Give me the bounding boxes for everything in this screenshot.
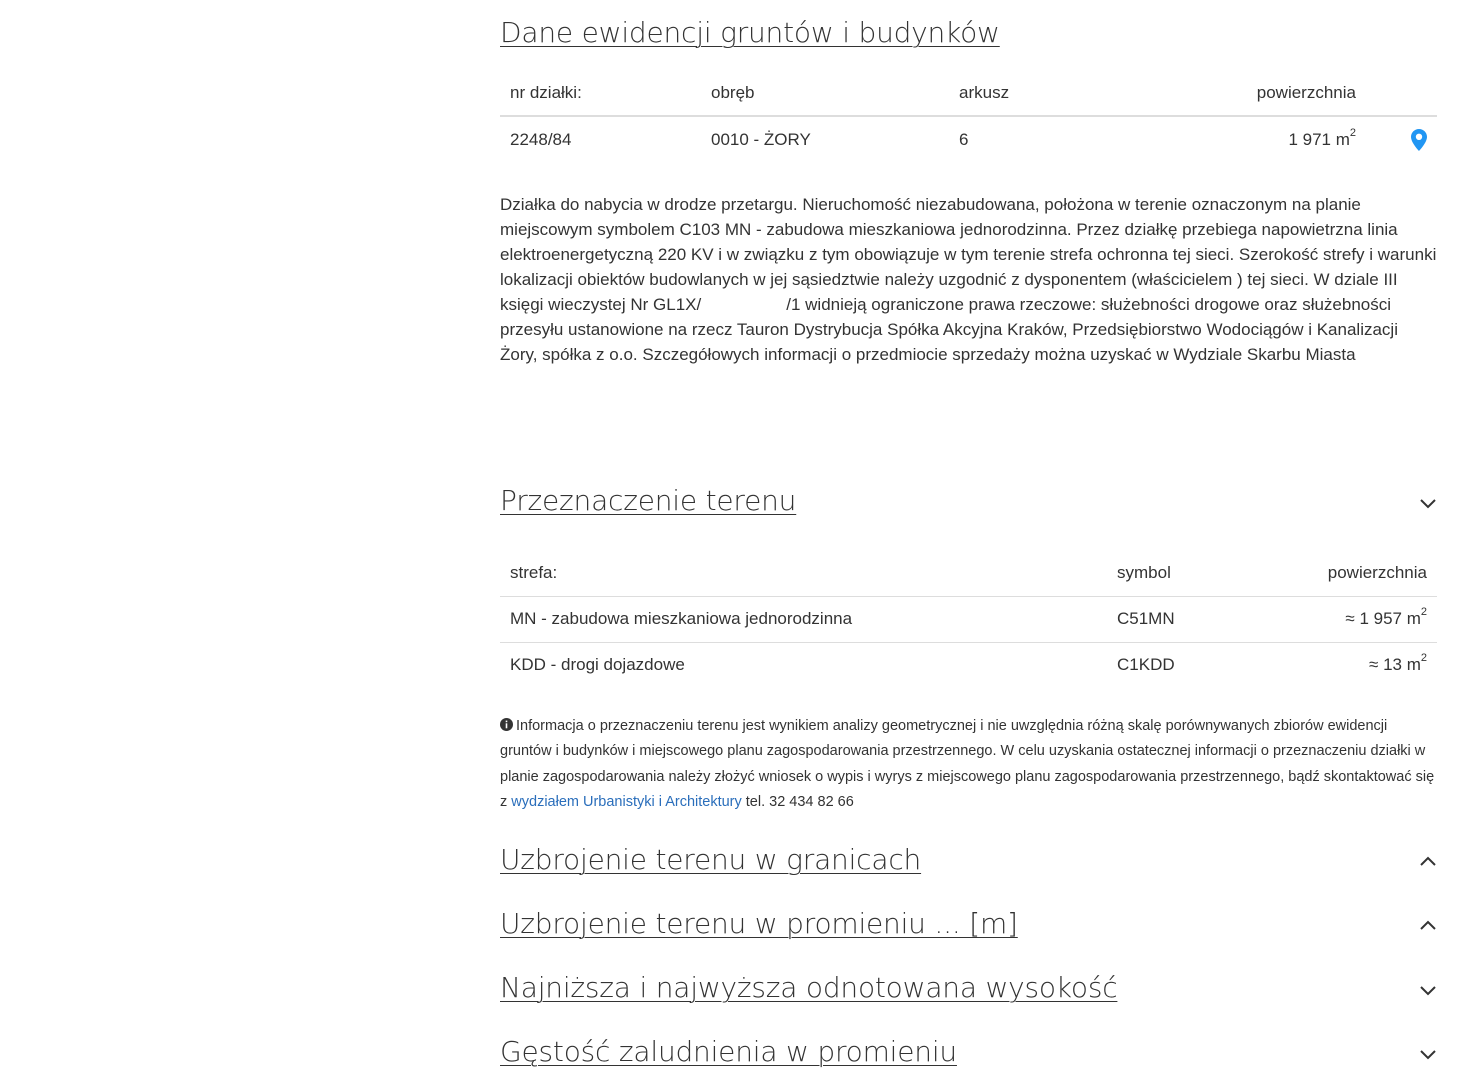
gestosc-header[interactable] — [500, 1035, 1437, 1080]
col-nr: nr działki: — [500, 70, 701, 116]
cell-strefa: MN - zabudowa mieszkaniowa jednorodzinna — [500, 596, 1107, 642]
przeznaczenie-title: Przeznaczenie terenu — [500, 484, 797, 517]
egib-header[interactable] — [500, 0, 1437, 70]
przeznaczenie-note — [500, 714, 1437, 815]
wysokosc-title: Najniższa i najwyższa odnotowana wysokość — [500, 971, 1118, 1004]
chevron-down-icon[interactable] — [1419, 1045, 1437, 1063]
note-text: Informacja o przeznaczeniu terenu jest wynikiem analizy geometrycznej i nie uwzględnia różną skalę porównywanych zbiorów ewidencji gruntów i budynków i miejscowego planu zagospodarowania przestrzennego. W celu uzyskania ostatecznej informacji o przeznaczeniu działki w planie zagospodarowania należy złożyć wniosek o wypis i wyrys z miejscowego planu zagospodarowania przestrzennego, bądź skontaktować się z — [500, 718, 1435, 810]
chevron-up-icon[interactable] — [1419, 853, 1437, 871]
cell-nr: 2248/84 — [510, 129, 572, 149]
uzbrojenie-granice-header[interactable] — [500, 843, 1437, 907]
przeznaczenie-section — [500, 484, 1437, 815]
egib-title: Dane ewidencji gruntów i budynków — [500, 16, 1000, 49]
area-value: ≈ 13 m — [1369, 655, 1421, 675]
wysokosc-header[interactable] — [500, 971, 1437, 1035]
col-arkusz: arkusz — [949, 70, 1149, 116]
col-symbol: symbol — [1107, 550, 1247, 596]
chevron-up-icon[interactable] — [1419, 917, 1437, 935]
egib-section — [500, 0, 1437, 367]
przeznaczenie-header[interactable] — [500, 484, 1437, 550]
col-strefa: strefa: — [500, 550, 1107, 596]
cell-obreb: 0010 - ŻORY — [711, 129, 811, 149]
table-row — [500, 642, 1437, 688]
cell-strefa: KDD - drogi dojazdowe — [510, 655, 685, 675]
egib-table — [500, 70, 1437, 162]
uzbrojenie-promien-header[interactable] — [500, 907, 1437, 971]
col-obreb: obręb — [701, 70, 949, 116]
przeznaczenie-table — [500, 550, 1437, 688]
cell-area — [1247, 642, 1437, 688]
chevron-down-icon[interactable] — [1419, 981, 1437, 999]
area-unit-sup: 2 — [1349, 126, 1356, 139]
area-unit-sup: 2 — [1420, 652, 1427, 665]
urbanistyka-link[interactable]: wydziałem Urbanistyki i Architektury — [511, 793, 742, 810]
cell-area — [1149, 116, 1366, 162]
map-marker-icon[interactable] — [1411, 129, 1427, 151]
cell-pin — [1366, 116, 1437, 162]
table-row — [500, 116, 1437, 162]
egib-description: Działka do nabycia w drodze przetargu. Nieruchomość niezabudowana, położona w terenie oznaczonym na planie miejscowym symbolem C103 MN - zabudowa mieszkaniowa jednorodzinna. Przez działkę przebiega napowietrzna linia elektroenergetyczną 220 KV i w związku z tym obowiązuje w tym terenie strefa ochronna tej sieci. Szerokość strefy i warunki lokalizacji obiektów budowlanych w jej sąsiedztwie należy uzgodnić z dysponentem (właścicielem ) tej sieci. W dziale III księgi wieczystej Nr GL1X/ /1 widnieją ograniczone prawa rzeczowe: służebności drogowe oraz służebności przesyłu ustanowione na rzecz Tauron Dystrybucja Spółka Akcyjna Kraków, Przedsiębiorstwo Wodociągów i Kanalizacji Żory, spółka z o.o. Szczegółowych informacji o przedmiocie sprzedaży można uzyskać w Wydziale Skarbu Miasta — [500, 195, 1437, 364]
col-powierzchnia: powierzchnia — [1149, 70, 1366, 116]
area-unit-sup: 2 — [1420, 606, 1427, 618]
table-row — [500, 596, 1437, 642]
gestosc-title: Gęstość zaludnienia w promieniu — [500, 1035, 957, 1068]
uzbrojenie-promien-title: Uzbrojenie terenu w promieniu ... [m] — [500, 907, 1018, 940]
info-icon — [500, 715, 513, 728]
cell-symbol: C1KDD — [1117, 655, 1175, 675]
area-value: ≈ 1 957 m — [1345, 609, 1421, 628]
chevron-down-icon[interactable] — [1419, 494, 1437, 512]
area-value: 1 971 m — [1288, 129, 1350, 149]
col-action — [1366, 70, 1437, 116]
cell-arkusz: 6 — [959, 129, 969, 149]
col-powierzchnia: powierzchnia — [1247, 550, 1437, 596]
cell-area — [1247, 596, 1437, 642]
note-phone: tel. 32 434 82 66 — [741, 793, 854, 810]
uzbrojenie-granice-title: Uzbrojenie terenu w granicach — [500, 843, 922, 876]
cell-symbol: C51MN — [1107, 596, 1247, 642]
